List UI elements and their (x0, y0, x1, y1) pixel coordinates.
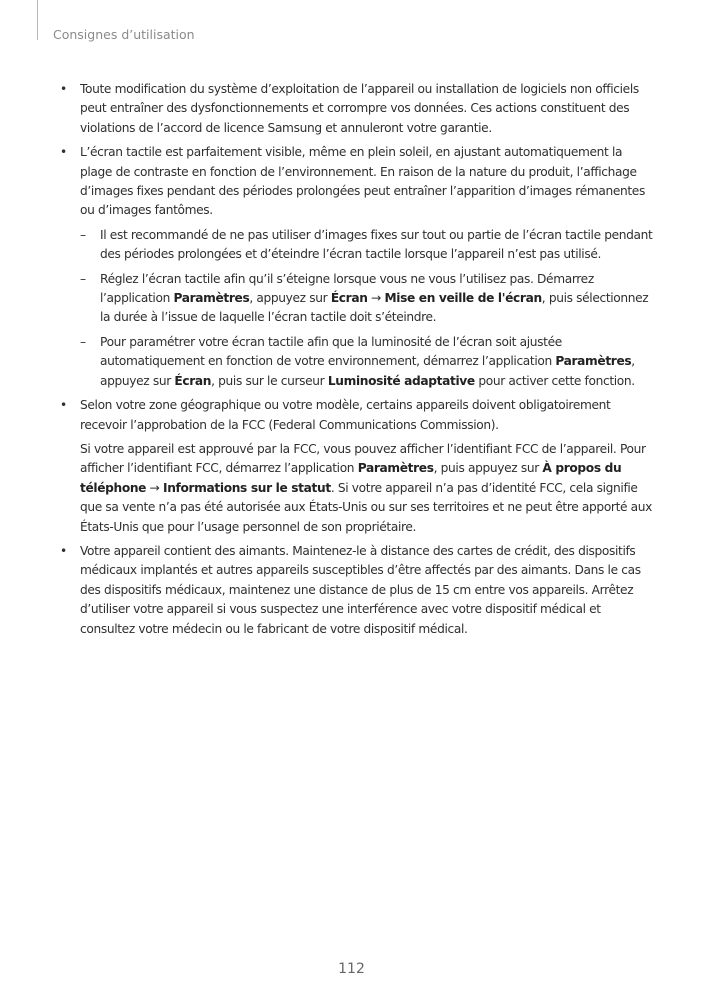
bullet-text: Votre appareil contient des aimants. Maintenez-le à distance des cartes de crédit, des dispositifs médicaux implantés et autres appareils susceptibles d’être affectés par des aimants. Dans le cas des dispositifs médicaux, maintenez une distance de plus de 15 cm entre vos appareils. Arrêtez d’utiliser votre appareil si vous suspectez une interférence avec votre dispositif médical et consultez votre médecin ou le fabricant de votre dispositif médical. (80, 543, 641, 636)
bullet-marker: • (60, 82, 67, 96)
para-text: , puis appuyez sur (433, 461, 543, 476)
sub-text: , puis sélectionnez la durée à l’issue de laquelle l’écran tactile doit s’éteindre. (100, 291, 649, 325)
setting-name-ecran: Écran (174, 373, 212, 388)
bullet-text: Selon votre zone géographique ou votre modèle, certains appareils doivent obligatoirement recevoir l’approbation de la FCC (Federal Communications Commission). (80, 398, 611, 432)
setting-name-informations-statut: Informations sur le statut (163, 480, 331, 495)
setting-name-a-propos: À propos du téléphone (80, 461, 622, 495)
page-number: 112 (338, 961, 365, 977)
section-title: Consignes d’utilisation (53, 27, 195, 42)
sub-text: , appuyez sur (249, 291, 331, 306)
sub-text: Pour paramétrer votre écran tactile afin que la luminosité de l’écran soit ajustée automatiquement en fonction de votre environnement, démarrez l’application (100, 334, 562, 369)
main-content (58, 80, 654, 644)
setting-name-parametres: Paramètres (357, 461, 434, 476)
setting-name-luminosite: Luminosité adaptative (327, 373, 475, 388)
sub-text: pour activer cette fonction. (474, 373, 635, 388)
bullet-text: Toute modification du système d’exploitation de l’appareil ou installation de logiciels non officiels peut entraîner des dysfonctionnements et corrompre vos données. Ces actions constituent des violations de l’accord de licence Samsung et annuleront votre garantie. (80, 82, 639, 135)
bullet-item (58, 143, 654, 221)
bullet-item (58, 542, 654, 639)
sub-text: , appuyez sur (100, 354, 635, 388)
bullet-continuation (58, 440, 654, 537)
sub-text: , puis sur le curseur (211, 373, 328, 388)
setting-name-mise-en-veille: Mise en veille de l'écran (384, 291, 542, 306)
arrow-separator: → (367, 291, 385, 306)
bullet-marker: • (60, 398, 67, 413)
bullet-item (58, 80, 654, 138)
para-text: . Si votre appareil n’a pas d’identité FCC, cela signifie que sa vente n’a pas été autorisée aux États-Unis ou sur ses territoires et ne peut être apporté aux États-Unis que pour l’usage personnel de son propriétaire. (80, 480, 653, 534)
bullet-marker: • (60, 543, 67, 558)
dash-marker: – (80, 334, 86, 349)
sub-item (58, 226, 654, 265)
bullet-item (58, 396, 654, 435)
bullet-text: L’écran tactile est parfaitement visible, même en plein soleil, en ajustant automatiquement la plage de contraste en fonction de l’environnement. En raison de la nature du produit, l’affichage d’images fixes pendant des périodes prolongées peut entraîner l’apparition d’images rémanentes ou d’images fantômes. (80, 145, 645, 218)
dash-marker: – (80, 227, 86, 242)
header-divider (37, 0, 38, 40)
sub-item (58, 270, 654, 328)
dash-marker: – (80, 271, 86, 286)
sub-text: Il est recommandé de ne pas utiliser d’images fixes sur tout ou partie de l’écran tactile pendant des périodes prolongées et d’éteindre l’écran tactile lorsque l’appareil n’est pas utilisé. (100, 227, 653, 262)
sub-item (58, 333, 654, 391)
setting-name-parametres: Paramètres (173, 291, 250, 306)
arrow-separator: → (146, 480, 164, 495)
sub-text: Réglez l’écran tactile afin qu’il s’éteigne lorsque vous ne vous l’utilisez pas. Démarrez l’application (100, 271, 594, 306)
bullet-marker: • (60, 145, 67, 160)
para-text: Si votre appareil est approuvé par la FCC, vous pouvez afficher l’identifiant FCC de l’appareil. Pour afficher l’identifiant FCC, démarrez l’application (80, 441, 646, 476)
setting-name-ecran: Écran (330, 291, 368, 306)
setting-name-parametres: Paramètres (555, 354, 632, 369)
